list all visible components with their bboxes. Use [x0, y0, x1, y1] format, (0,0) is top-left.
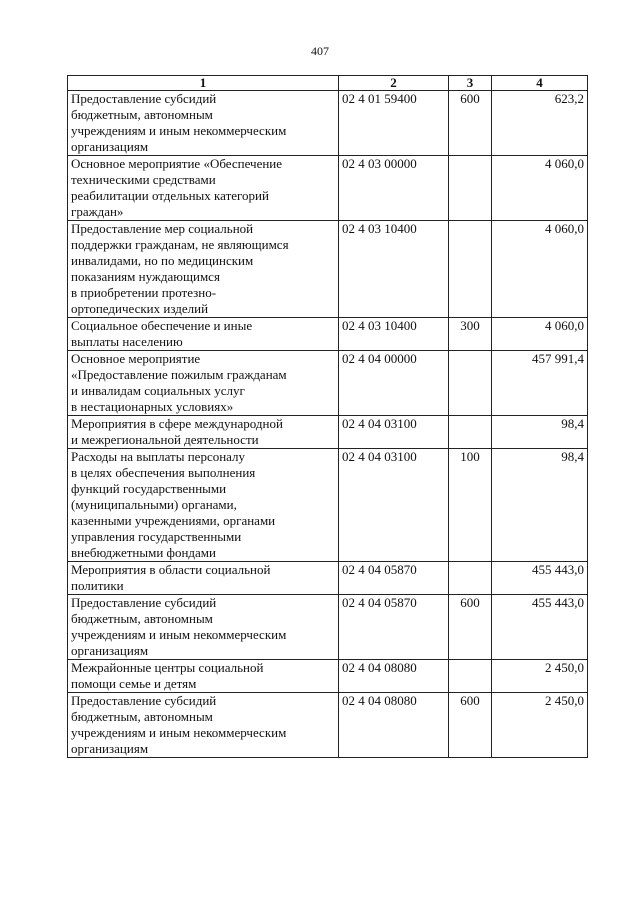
row-code-cell: 02 4 04 08080	[339, 660, 449, 693]
row-code-cell: 02 4 01 59400	[339, 91, 449, 156]
row-sum-cell: 4 060,0	[492, 221, 588, 318]
row-sum-cell: 455 443,0	[492, 562, 588, 595]
row-name-cell: Основное мероприятие «Обеспечение техническими средствами реабилитации отдельных категорий граждан»	[68, 156, 339, 221]
row-type-cell	[449, 562, 492, 595]
row-name-cell: Мероприятия в области социальной политики	[68, 562, 339, 595]
row-code-cell: 02 4 03 00000	[339, 156, 449, 221]
row-code-cell: 02 4 04 08080	[339, 693, 449, 758]
row-name-cell: Социальное обеспечение и иные выплаты населению	[68, 318, 339, 351]
row-type-cell	[449, 351, 492, 416]
row-type-cell: 600	[449, 91, 492, 156]
table-row	[68, 562, 588, 595]
table-row	[68, 351, 588, 416]
row-name-cell: Основное мероприятие «Предоставление пожилым гражданам и инвалидам социальных услуг в нестационарных условиях»	[68, 351, 339, 416]
row-type-cell: 100	[449, 449, 492, 562]
table-row	[68, 660, 588, 693]
row-name-cell: Предоставление субсидий бюджетным, автономным учреждениям и иным некоммерческим организациям	[68, 91, 339, 156]
column-header-sum: 4	[492, 76, 588, 91]
row-name-cell: Мероприятия в сфере международной и межрегиональной деятельности	[68, 416, 339, 449]
table-header-row	[68, 76, 588, 91]
row-name-cell: Межрайонные центры социальной помощи семье и детям	[68, 660, 339, 693]
row-name-cell: Предоставление субсидий бюджетным, автономным учреждениям и иным некоммерческим организациям	[68, 693, 339, 758]
row-sum-cell: 4 060,0	[492, 318, 588, 351]
column-header-name: 1	[68, 76, 339, 91]
row-type-cell: 300	[449, 318, 492, 351]
row-code-cell: 02 4 03 10400	[339, 318, 449, 351]
row-sum-cell: 4 060,0	[492, 156, 588, 221]
row-type-cell	[449, 416, 492, 449]
row-sum-cell: 2 450,0	[492, 660, 588, 693]
table-row	[68, 416, 588, 449]
row-type-cell	[449, 221, 492, 318]
column-header-code: 2	[339, 76, 449, 91]
row-sum-cell: 98,4	[492, 416, 588, 449]
column-header-type: 3	[449, 76, 492, 91]
row-code-cell: 02 4 04 05870	[339, 562, 449, 595]
table-row	[68, 318, 588, 351]
row-type-cell: 600	[449, 693, 492, 758]
row-code-cell: 02 4 04 05870	[339, 595, 449, 660]
table-body	[68, 91, 588, 758]
row-sum-cell: 457 991,4	[492, 351, 588, 416]
row-type-cell	[449, 660, 492, 693]
row-name-cell: Предоставление субсидий бюджетным, автономным учреждениям и иным некоммерческим организациям	[68, 595, 339, 660]
table-row	[68, 221, 588, 318]
page-number: 407	[311, 44, 329, 58]
row-sum-cell: 98,4	[492, 449, 588, 562]
table-row	[68, 693, 588, 758]
budget-table	[67, 75, 588, 758]
row-code-cell: 02 4 04 03100	[339, 416, 449, 449]
table-row	[68, 595, 588, 660]
row-code-cell: 02 4 03 10400	[339, 221, 449, 318]
row-type-cell	[449, 156, 492, 221]
row-sum-cell: 455 443,0	[492, 595, 588, 660]
table-row	[68, 156, 588, 221]
row-name-cell: Расходы на выплаты персоналу в целях обеспечения выполнения функций государственными (муниципальными) органами, казенными учреждениями, органами управления государственными внебюджетными фондами	[68, 449, 339, 562]
row-sum-cell: 623,2	[492, 91, 588, 156]
table-row	[68, 91, 588, 156]
row-name-cell: Предоставление мер социальной поддержки гражданам, не являющимся инвалидами, но по медицинским показаниям нуждающимся в приобретении протезно- ортопедических изделий	[68, 221, 339, 318]
table-row	[68, 449, 588, 562]
row-code-cell: 02 4 04 03100	[339, 449, 449, 562]
row-sum-cell: 2 450,0	[492, 693, 588, 758]
row-type-cell: 600	[449, 595, 492, 660]
row-code-cell: 02 4 04 00000	[339, 351, 449, 416]
